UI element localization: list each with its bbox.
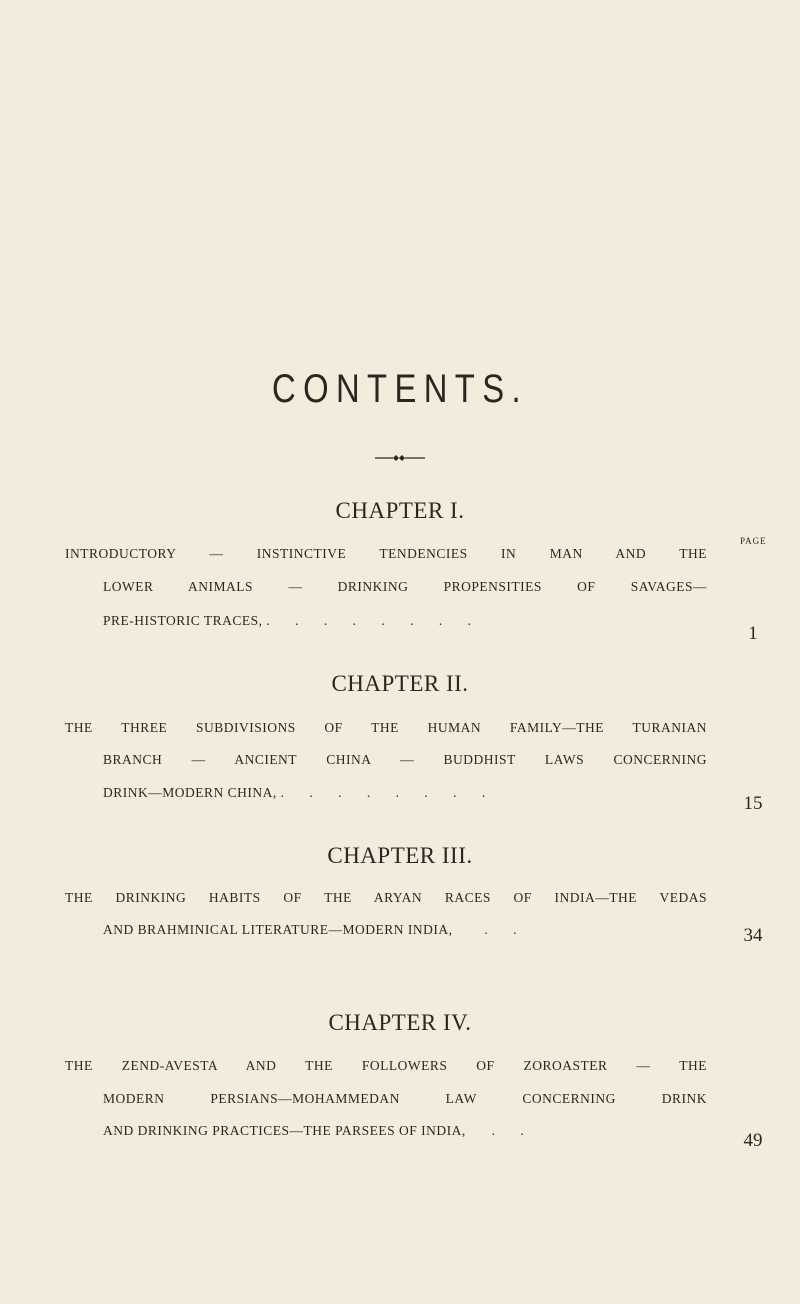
chapter-summary-text: DRINK—MODERN CHINA, <box>103 785 277 800</box>
dot-leader: . . <box>484 922 528 937</box>
chapter-page-number: 34 <box>743 925 763 946</box>
divider-ornament-icon <box>375 453 425 463</box>
chapter-page-number: 15 <box>743 793 763 814</box>
chapter-summary-line: MODERN PERSIANS—MOHAMMEDAN LAW CONCERNING DRINK <box>103 1091 707 1106</box>
chapter-summary-line: THE DRINKING HABITS OF THE ARYAN RACES OF INDIA—THE VEDAS <box>65 890 707 905</box>
chapter-summary-line: THE ZEND-AVESTA AND THE FOLLOWERS OF ZOROASTER — THE <box>65 1058 707 1073</box>
chapter-summary-text: AND DRINKING PRACTICES—THE PARSEES OF INDIA, <box>103 1123 466 1138</box>
chapter-summary-text: PRE-HISTORIC TRACES, <box>103 613 263 628</box>
chapter-heading: CHAPTER II. <box>331 671 469 696</box>
chapter-summary-line <box>103 922 707 938</box>
chapter-heading: CHAPTER III. <box>327 843 473 868</box>
dot-leader: . . <box>491 1123 535 1138</box>
chapter-summary-line <box>103 785 707 801</box>
chapter-page-number: 49 <box>743 1130 763 1151</box>
page-column-label: PAGE <box>740 536 767 546</box>
chapter-summary-line: THE THREE SUBDIVISIONS OF THE HUMAN FAMILY—THE TURANIAN <box>65 720 707 735</box>
dot-leader: . . . . . . . . <box>280 785 497 800</box>
chapter-summary-text: AND BRAHMINICAL LITERATURE—MODERN INDIA, <box>103 922 453 937</box>
page-title: CONTENTS. <box>272 367 528 411</box>
chapter-summary-line: LOWER ANIMALS — DRINKING PROPENSITIES OF SAVAGES— <box>103 579 707 594</box>
chapter-summary-line <box>103 1123 707 1139</box>
dot-leader: . . . . . . . . <box>266 613 483 628</box>
chapter-heading: CHAPTER I. <box>335 498 465 523</box>
chapter-summary-line: INTRODUCTORY — INSTINCTIVE TENDENCIES IN MAN AND THE <box>65 546 707 561</box>
chapter-heading: CHAPTER IV. <box>328 1010 472 1035</box>
chapter-page-number: 1 <box>748 623 758 644</box>
chapter-summary-line <box>103 613 707 629</box>
chapter-summary-line: BRANCH — ANCIENT CHINA — BUDDHIST LAWS CONCERNING <box>103 752 707 767</box>
